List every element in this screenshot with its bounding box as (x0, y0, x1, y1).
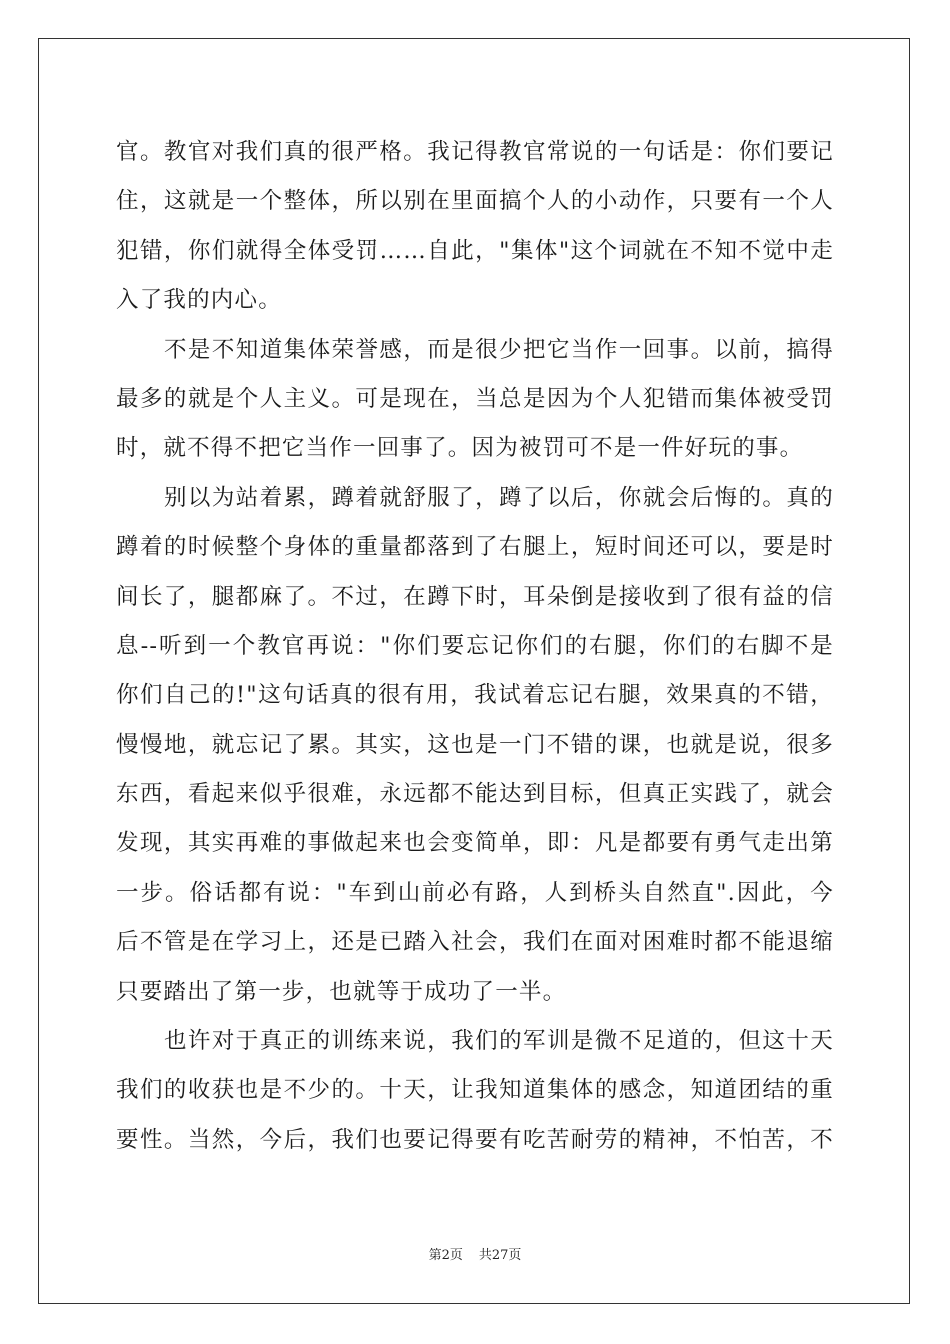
text-line: 你们自己的!"这句话真的很有用，我试着忘记右腿，效果真的不错， (116, 682, 834, 709)
text-line: 最多的就是个人主义。可是现在，当总是因为个人犯错而集体被受罚 (116, 385, 834, 412)
text-line: 要性。当然，今后，我们也要记得要有吃苦耐劳的精神，不怕苦，不 (116, 1126, 834, 1153)
text-line: 也许对于真正的训练来说，我们的军训是微不足道的，但这十天 (164, 1028, 834, 1055)
text-line: 息--听到一个教官再说："你们要忘记你们的右腿，你们的右脚不是 (116, 632, 834, 659)
text-line: 后不管是在学习上，还是已踏入社会，我们在面对困难时都不能退缩 (116, 929, 834, 956)
page-footer (0, 1244, 950, 1263)
text-line: 住，这就是一个整体，所以别在里面搞个人的小动作，只要有一个人 (116, 188, 834, 215)
text-line: 别以为站着累，蹲着就舒服了，蹲了以后，你就会后悔的。真的 (164, 484, 834, 511)
text-line: 时，就不得不把它当作一回事了。因为被罚可不是一件好玩的事。 (116, 435, 804, 462)
text-line: 发现，其实再难的事做起来也会变简单，即：凡是都要有勇气走出第 (116, 830, 834, 857)
text-line: 不是不知道集体荣誉感，而是很少把它当作一回事。以前，搞得 (164, 336, 834, 363)
text-line: 东西，看起来似乎很难，永远都不能达到目标，但真正实践了，就会 (116, 781, 834, 808)
text-line: 间长了，腿都麻了。不过，在蹲下时，耳朵倒是接收到了很有益的信 (116, 583, 834, 610)
text-line: 蹲着的时候整个身体的重量都落到了右腿上，短时间还可以，要是时 (116, 534, 834, 561)
text-line: 官。教官对我们真的很严格。我记得教官常说的一句话是：你们要记 (116, 139, 834, 165)
text-line: 我们的收获也是不少的。十天，让我知道集体的感念，知道团结的重 (116, 1077, 834, 1104)
text-line: 犯错，你们就得全体受罚……自此，"集体"这个词就在不知不觉中走 (116, 237, 834, 264)
text-line: 慢慢地，就忘记了累。其实，这也是一门不错的课，也就是说，很多 (116, 731, 834, 758)
document-body (116, 128, 834, 1165)
text-line: 入了我的内心。 (116, 287, 282, 314)
text-line: 一步。俗话都有说："车到山前必有路，人到桥头自然直".因此，今 (116, 879, 834, 906)
page-number: 第2页 (428, 1248, 463, 1263)
text-line: 只要踏出了第一步，也就等于成功了一半。 (116, 978, 567, 1005)
page-total: 共27页 (478, 1248, 522, 1263)
